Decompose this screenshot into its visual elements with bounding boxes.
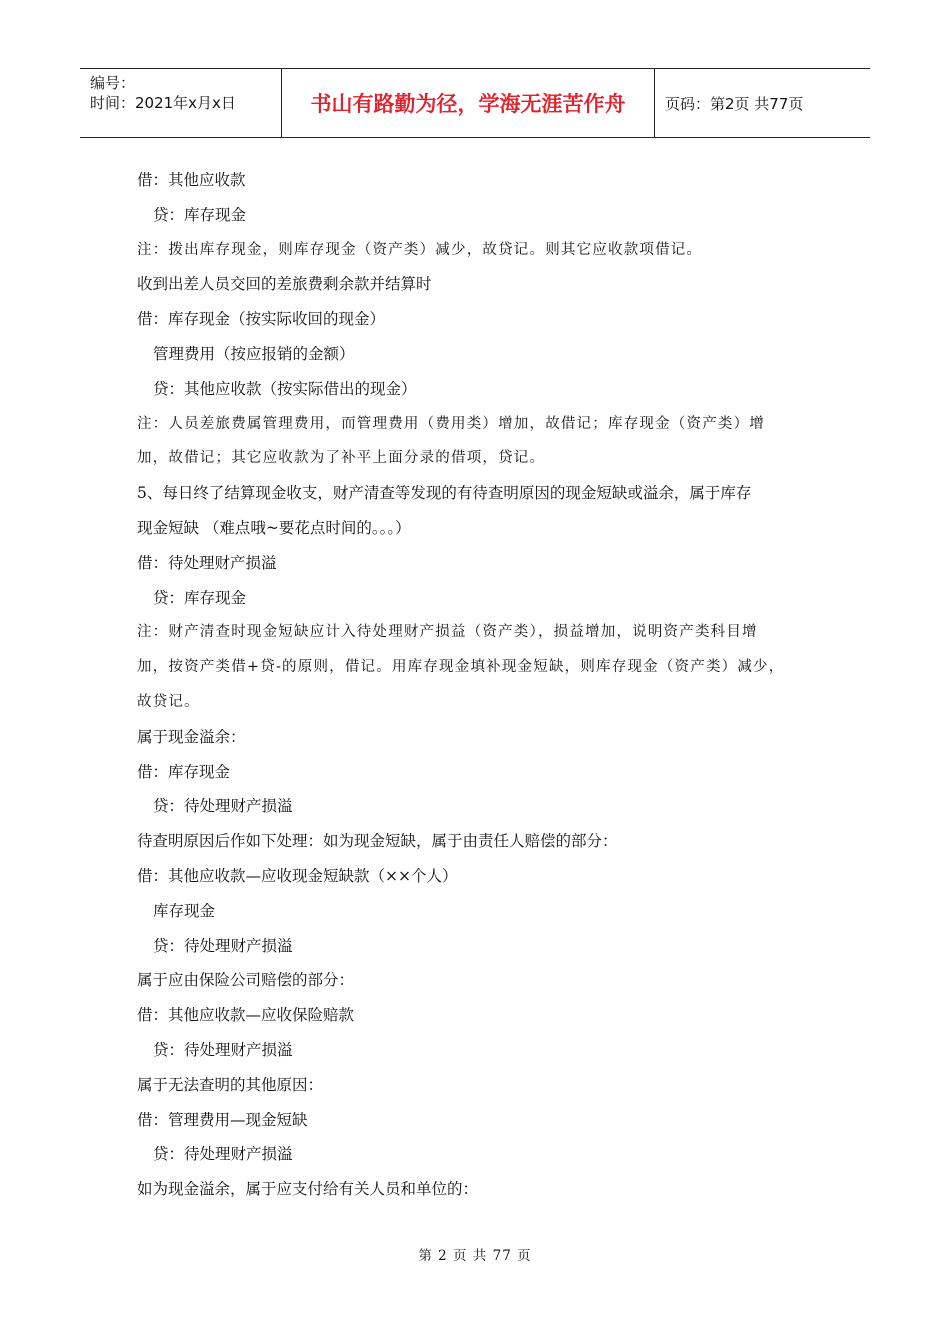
text-line: 借：库存现金 <box>137 762 231 781</box>
text-line: 库存现金 <box>153 901 216 920</box>
text-line: 贷：待处理财产损溢 <box>153 936 293 955</box>
note-line: 加，故借记；其它应收款为了补平上面分录的借项，贷记。 <box>137 450 546 467</box>
text-line: 5、每日终了结算现金收支，财产清查等发现的有待查明原因的现金短缺或溢余，属于库存 <box>137 484 752 503</box>
note-line: 故贷记。 <box>137 693 200 710</box>
text-line: 借：待处理财产损溢 <box>137 553 277 572</box>
text-line: 现金短缺 （难点哦~要花点时间的。。。） <box>137 518 411 537</box>
note-line: 加，按资产类借+贷-的原则，借记。用库存现金填补现金短缺，则库存现金（资产类）减少， <box>137 659 785 676</box>
document-body <box>137 163 817 1207</box>
header-motto: 书山有路勤为径，学海无涯苦作舟 <box>282 69 655 137</box>
page-footer: 第 2 页 共 77 页 <box>418 1248 532 1264</box>
text-line: 待查明原因后作如下处理：如为现金短缺，属于由责任人赔偿的部分： <box>137 832 618 851</box>
text-line: 贷：库存现金 <box>153 205 247 224</box>
header-meta <box>80 69 282 137</box>
text-line: 借：库存现金（按实际收回的现金） <box>137 310 386 329</box>
text-line: 借：其他应收款 <box>137 171 246 189</box>
document-number-label: 编号： <box>90 74 136 92</box>
text-line: 贷：待处理财产损溢 <box>153 1040 293 1059</box>
text-line: 贷：待处理财产损溢 <box>153 1145 293 1164</box>
text-line: 收到出差人员交回的差旅费剩余款并结算时 <box>137 275 432 294</box>
text-line: 贷：待处理财产损溢 <box>153 797 293 816</box>
note-line: 注：财产清查时现金短缺应计入待处理财产损益（资产类），损益增加，说明资产类科目增 <box>137 624 758 641</box>
text-line: 属于现金溢余： <box>137 727 246 746</box>
text-line: 如为现金溢余，属于应支付给有关人员和单位的： <box>137 1180 479 1199</box>
text-line: 属于无法查明的其他原因： <box>137 1075 324 1094</box>
text-line: 贷：其他应收款（按实际借出的现金） <box>153 379 417 398</box>
header-page-info: 页码：第2页 共77页 <box>665 94 804 113</box>
note-line: 注：拨出库存现金，则库存现金（资产类）减少，故贷记。则其它应收款项借记。 <box>137 241 703 258</box>
page-header <box>80 68 870 138</box>
text-line: 借：其他应收款—应收现金短缺款（××个人） <box>137 866 458 885</box>
text-line: 借：管理费用—现金短缺 <box>137 1110 308 1129</box>
text-line: 借：其他应收款—应收保险赔款 <box>137 1006 355 1025</box>
text-line: 贷：库存现金 <box>153 588 247 607</box>
note-line: 注：人员差旅费属管理费用，而管理费用（费用类）增加，故借记；库存现金（资产类）增 <box>137 415 765 432</box>
document-date: 时间：2021年x月x日 <box>90 94 236 112</box>
text-line: 管理费用（按应报销的金额） <box>153 344 355 363</box>
text-line: 属于应由保险公司赔偿的部分： <box>137 971 355 990</box>
